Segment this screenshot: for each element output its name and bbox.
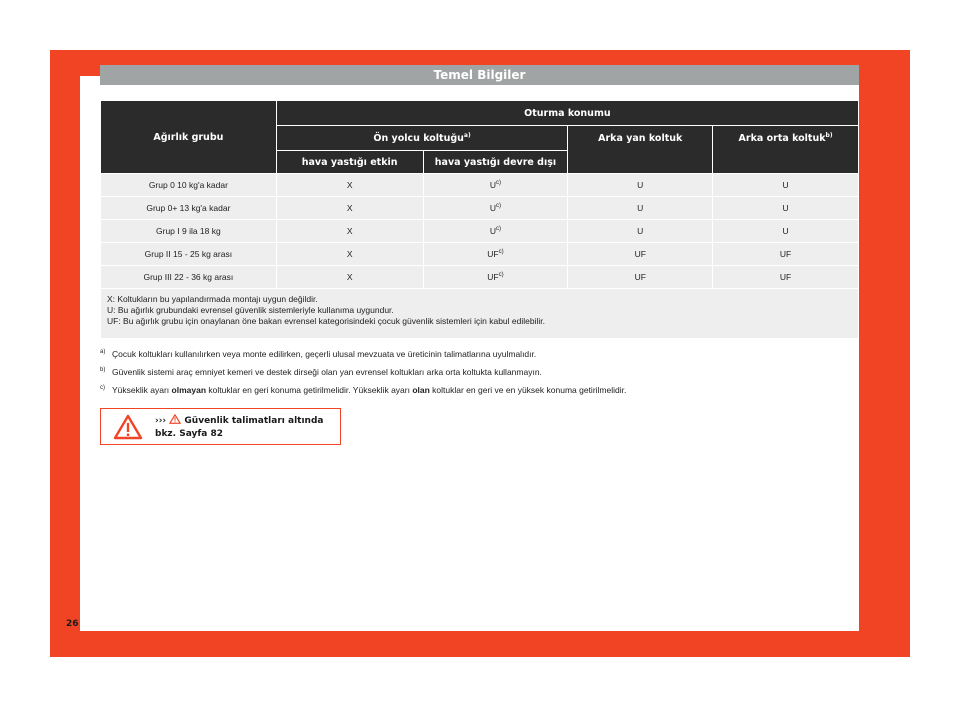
- cell-rear-center: UF: [713, 243, 859, 266]
- header-airbag-on: hava yastığı etkin: [276, 151, 423, 174]
- cell-airbag-on: X: [276, 220, 423, 243]
- cell-rear-side: UF: [568, 266, 713, 289]
- legend-x: X: Koltukların bu yapılandırmada montajı uygun değildir.: [107, 294, 318, 304]
- cell-group: Grup 0+ 13 kg'a kadar: [101, 197, 277, 220]
- page-frame-right: [859, 50, 910, 657]
- cell-airbag-off: $U^{c)}$: [423, 174, 568, 197]
- footnote-mark: c): [100, 385, 105, 391]
- table-row: [101, 220, 859, 243]
- page-frame-bottom: [50, 631, 910, 657]
- cell-rear-center: U: [713, 197, 859, 220]
- footnote-text: Güvenlik sistemi araç emniyet kemeri ve destek dirseği olan yan evrensel koltukları arka orta koltukta kullanmayın.: [112, 367, 542, 377]
- footnote-text-mid: koltuklar en geri konuma getirilmelidir. Yükseklik ayarı: [206, 385, 413, 395]
- warning-line1: Güvenlik talimatları altında: [184, 415, 324, 426]
- footnote-a: [100, 348, 859, 360]
- cell-group: Grup II 15 - 25 kg arası: [101, 243, 277, 266]
- page-frame-left: [50, 50, 80, 657]
- cell-airbag-off: $U^{c)}$: [423, 197, 568, 220]
- footnote-text-post: koltuklar en geri ve en yüksek konuma getirilmelidir.: [429, 385, 627, 395]
- cell-rear-side: U: [568, 220, 713, 243]
- footnote-text-pre: Yükseklik ayarı: [112, 385, 172, 395]
- cell-airbag-off: UF$^{c)}$: [423, 243, 568, 266]
- cell-airbag-on: X: [276, 243, 423, 266]
- footnote-text: Çocuk koltukları kullanılırken veya monte edilirken, geçerli ulusal mevzuata ve üreticinin talimatlarına uyulmalıdır.: [112, 349, 537, 359]
- cell-rear-side: UF: [568, 243, 713, 266]
- cell-group: Grup 0 10 kg'a kadar: [101, 174, 277, 197]
- table-row: [101, 174, 859, 197]
- header-rear-side: Arka yan koltuk: [568, 126, 713, 174]
- warning-triangle-icon: [101, 414, 155, 440]
- footnote-mark: b): [100, 367, 106, 373]
- safety-warning-box: [100, 408, 341, 445]
- cell-rear-side: U: [568, 197, 713, 220]
- warning-page-link[interactable]: bkz. Sayfa 82: [155, 428, 224, 439]
- section-header: [100, 65, 859, 85]
- table-legend: [101, 289, 859, 339]
- footnote-bold-without: olmayan: [171, 385, 207, 395]
- header-front-passenger: Ön yolcu koltuğu$^{a)}$: [276, 126, 568, 151]
- footnote-c: [100, 384, 859, 396]
- page-number: 26: [66, 619, 79, 629]
- table-row: [101, 197, 859, 220]
- cell-rear-side: U: [568, 174, 713, 197]
- seat-compatibility-table: [100, 100, 859, 339]
- cell-group: Grup I 9 ila 18 kg: [101, 220, 277, 243]
- legend-uf: UF: Bu ağırlık grubu için onaylanan öne bakan evrensel kategorisindeki çocuk güvenlik sistemleri için kabul edilebilir.: [107, 316, 545, 326]
- header-seat-position: Oturma konumu: [276, 101, 858, 126]
- footnote-mark: a): [100, 349, 106, 355]
- warning-small-icon: [169, 414, 181, 428]
- warning-prefix: ›››: [155, 415, 167, 426]
- cell-rear-center: U: [713, 220, 859, 243]
- cell-rear-center: UF: [713, 266, 859, 289]
- warning-text[interactable]: [155, 414, 323, 440]
- table-row: [101, 243, 859, 266]
- section-title: Temel Bilgiler: [433, 68, 526, 82]
- legend-u: U: Bu ağırlık grubundaki evrensel güvenlik sistemleriyle kullanıma uygundur.: [107, 305, 394, 315]
- footnote-bold-with: olan: [412, 385, 430, 395]
- cell-airbag-off: $U^{c)}$: [423, 220, 568, 243]
- cell-rear-center: U: [713, 174, 859, 197]
- header-airbag-off: hava yastığı devre dışı: [423, 151, 568, 174]
- cell-group: Grup III 22 - 36 kg arası: [101, 266, 277, 289]
- legend-row: [101, 289, 859, 339]
- footnotes: [100, 348, 859, 402]
- table-row: [101, 266, 859, 289]
- cell-airbag-on: X: [276, 174, 423, 197]
- footnote-b: [100, 366, 859, 378]
- cell-airbag-off: UF$^{c)}$: [423, 266, 568, 289]
- header-rear-center: Arka orta koltuk$^{b)}$: [713, 126, 859, 174]
- cell-airbag-on: X: [276, 197, 423, 220]
- header-weight-group: Ağırlık grubu: [101, 101, 277, 174]
- cell-airbag-on: X: [276, 266, 423, 289]
